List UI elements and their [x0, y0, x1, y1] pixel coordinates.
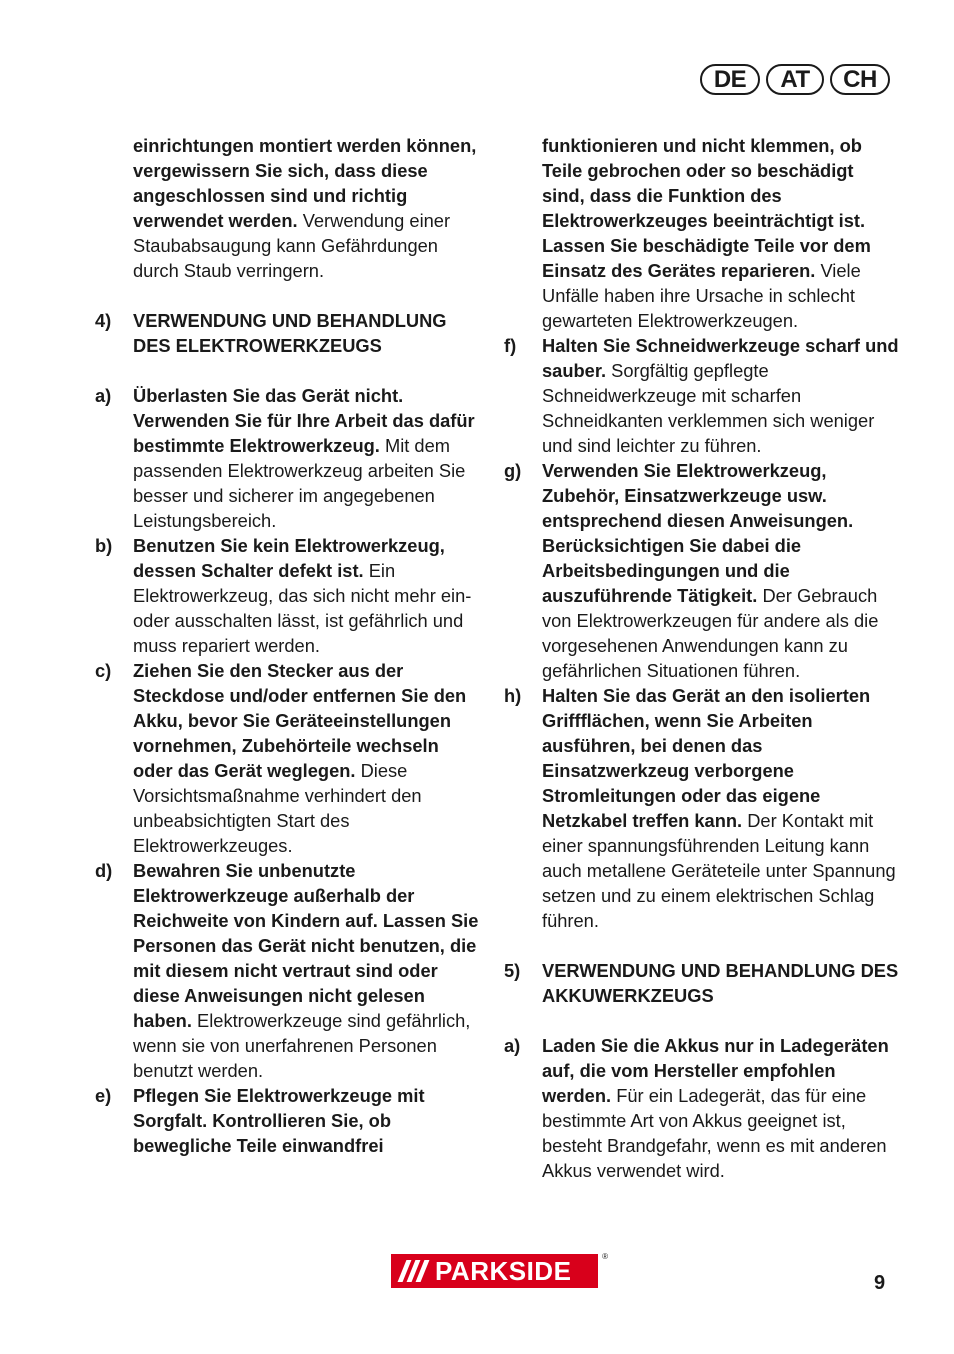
- item-bold: Benutzen Sie kein Elektrowerkzeug, dessen Schalter defekt ist.: [133, 535, 445, 581]
- language-badges: [700, 64, 890, 95]
- section-4-title: VERWENDUNG UND BEHANDLUNG DES ELEKTROWERKZEUGS: [133, 310, 447, 356]
- item-bold: Überlasten Sie das Gerät nicht. Verwenden Sie für Ihre Arbeit das dafür bestimmte Elektrowerkzeug.: [133, 385, 475, 456]
- list-item-4d: [95, 858, 480, 1083]
- section-4-label: 4): [95, 310, 112, 331]
- item-label: f): [504, 335, 517, 356]
- item-label: c): [95, 660, 112, 681]
- left-intro-normal: Verwendung einer Staubabsaugung kann Gefährdungen durch Staub verringern.: [133, 210, 451, 281]
- item-normal: Elektrowerkzeuge sind gefährlich, wenn sie von unerfahrenen Personen benutzt werden.: [133, 1010, 471, 1081]
- list-item-4g: [504, 458, 899, 683]
- list-item-4a: [95, 383, 480, 533]
- item-label: a): [95, 385, 112, 406]
- list-item-4c: [95, 658, 480, 858]
- left-intro-bold: einrichtungen montiert werden können, vergewissern Sie sich, dass diese angeschlossen sind und richtig verwendet werden.: [133, 135, 477, 231]
- item-normal: Sorgfältig gepflegte Schneidwerkzeuge mit scharfen Schneidkanten verklemmen sich weniger und sind leichter zu führen.: [542, 360, 875, 456]
- list-item-4f: [504, 333, 899, 458]
- item-normal: Für ein Ladegerät, das für eine bestimmte Art von Akkus geeignet ist, besteht Brandgefahr, wenn es mit anderen Akkus verwendet wird.: [542, 1085, 887, 1181]
- item-label: h): [504, 685, 522, 706]
- parkside-logo: [391, 1252, 608, 1288]
- item-bold: Halten Sie Schneidwerkzeuge scharf und sauber.: [542, 335, 899, 381]
- list-item-4e: [95, 1083, 480, 1158]
- logo-wordmark: PARKSIDE: [435, 1256, 572, 1286]
- left-intro: [95, 133, 480, 283]
- item-normal: Der Gebrauch von Elektrowerkzeugen für andere als die vorgesehenen Anwendungen kann zu gefährlichen Situationen führen.: [542, 585, 879, 681]
- item-bold: Halten Sie das Gerät an den isolierten Griffflächen, wenn Sie Arbeiten ausführen, bei denen das Einsatzwerkzeug verborgene Stromleitungen oder das eigene Netzkabel treffen kann.: [542, 685, 871, 831]
- section-5-label: 5): [504, 960, 521, 981]
- item-normal: Der Kontakt mit einer spannungsführenden Leitung kann auch metallene Geräteteile unter Spannung setzen und zu einem elektrischen Schlag führen.: [542, 810, 896, 931]
- list-item-4b: [95, 533, 480, 658]
- right-intro: [504, 133, 899, 333]
- logo-slashes-icon: [391, 1254, 435, 1288]
- left-column: [95, 133, 480, 1158]
- section-5-heading: [504, 958, 899, 1008]
- item-label: d): [95, 860, 113, 881]
- item-bold: Verwenden Sie Elektrowerkzeug, Zubehör, Einsatzwerkzeuge usw. entsprechend diesen Anweisungen. Berücksichtigen Sie dabei die Arbeitsbedingungen und die auszuführende Tätigkeit.: [542, 460, 854, 606]
- right-intro-normal: Viele Unfälle haben ihre Ursache in schlecht gewarteten Elektrowerkzeugen.: [542, 260, 861, 331]
- lang-badge-de: DE: [700, 64, 760, 95]
- list-item-5a: [504, 1033, 899, 1183]
- right-column: [504, 133, 899, 1183]
- item-label: a): [504, 1035, 521, 1056]
- right-intro-bold: funktionieren und nicht klemmen, ob Teile gebrochen oder so beschädigt sind, dass die Funktion des Elektrowerkzeuges beeinträchtigt ist. Lassen Sie beschädigte Teile vor dem Einsatz des Gerätes reparieren.: [542, 135, 871, 281]
- lang-badge-ch: CH: [830, 64, 890, 95]
- section-5-title: VERWENDUNG UND BEHANDLUNG DES AKKUWERKZEUGS: [542, 960, 899, 1006]
- item-label: g): [504, 460, 522, 481]
- item-label: e): [95, 1085, 112, 1106]
- section-4-heading: [95, 308, 480, 358]
- item-bold: Bewahren Sie unbenutzte Elektrowerkzeuge außerhalb der Reichweite von Kindern auf. Lassen Sie Personen das Gerät nicht benutzen, die mit diesem nicht vertraut sind oder diese Anweisungen nicht gelesen haben.: [133, 860, 479, 1031]
- item-normal: Diese Vorsichtsmaßnahme verhindert den unbeabsichtigten Start des Elektrowerkzeuges.: [133, 760, 422, 856]
- item-normal: Mit dem passenden Elektrowerkzeug arbeiten Sie besser und sicherer im angegebenen Leistungsbereich.: [133, 435, 466, 531]
- page-number: 9: [874, 1272, 886, 1294]
- lang-badge-at: AT: [766, 64, 824, 95]
- item-bold: Laden Sie die Akkus nur in Ladegeräten auf, die vom Hersteller empfohlen werden.: [542, 1035, 889, 1106]
- item-bold: Ziehen Sie den Stecker aus der Steckdose und/oder entfernen Sie den Akku, bevor Sie Geräteeinstellungen vornehmen, Zubehörteile wechseln oder das Gerät weglegen.: [133, 660, 467, 781]
- item-bold: Pflegen Sie Elektrowerkzeuge mit Sorgfalt. Kontrollieren Sie, ob bewegliche Teile einwandfrei: [133, 1085, 425, 1156]
- item-label: b): [95, 535, 113, 556]
- logo-registered-mark: ®: [602, 1252, 608, 1261]
- list-item-4h: [504, 683, 899, 933]
- item-normal: Ein Elektrowerkzeug, das sich nicht mehr ein- oder ausschalten lässt, ist gefährlich und muss repariert werden.: [133, 560, 472, 656]
